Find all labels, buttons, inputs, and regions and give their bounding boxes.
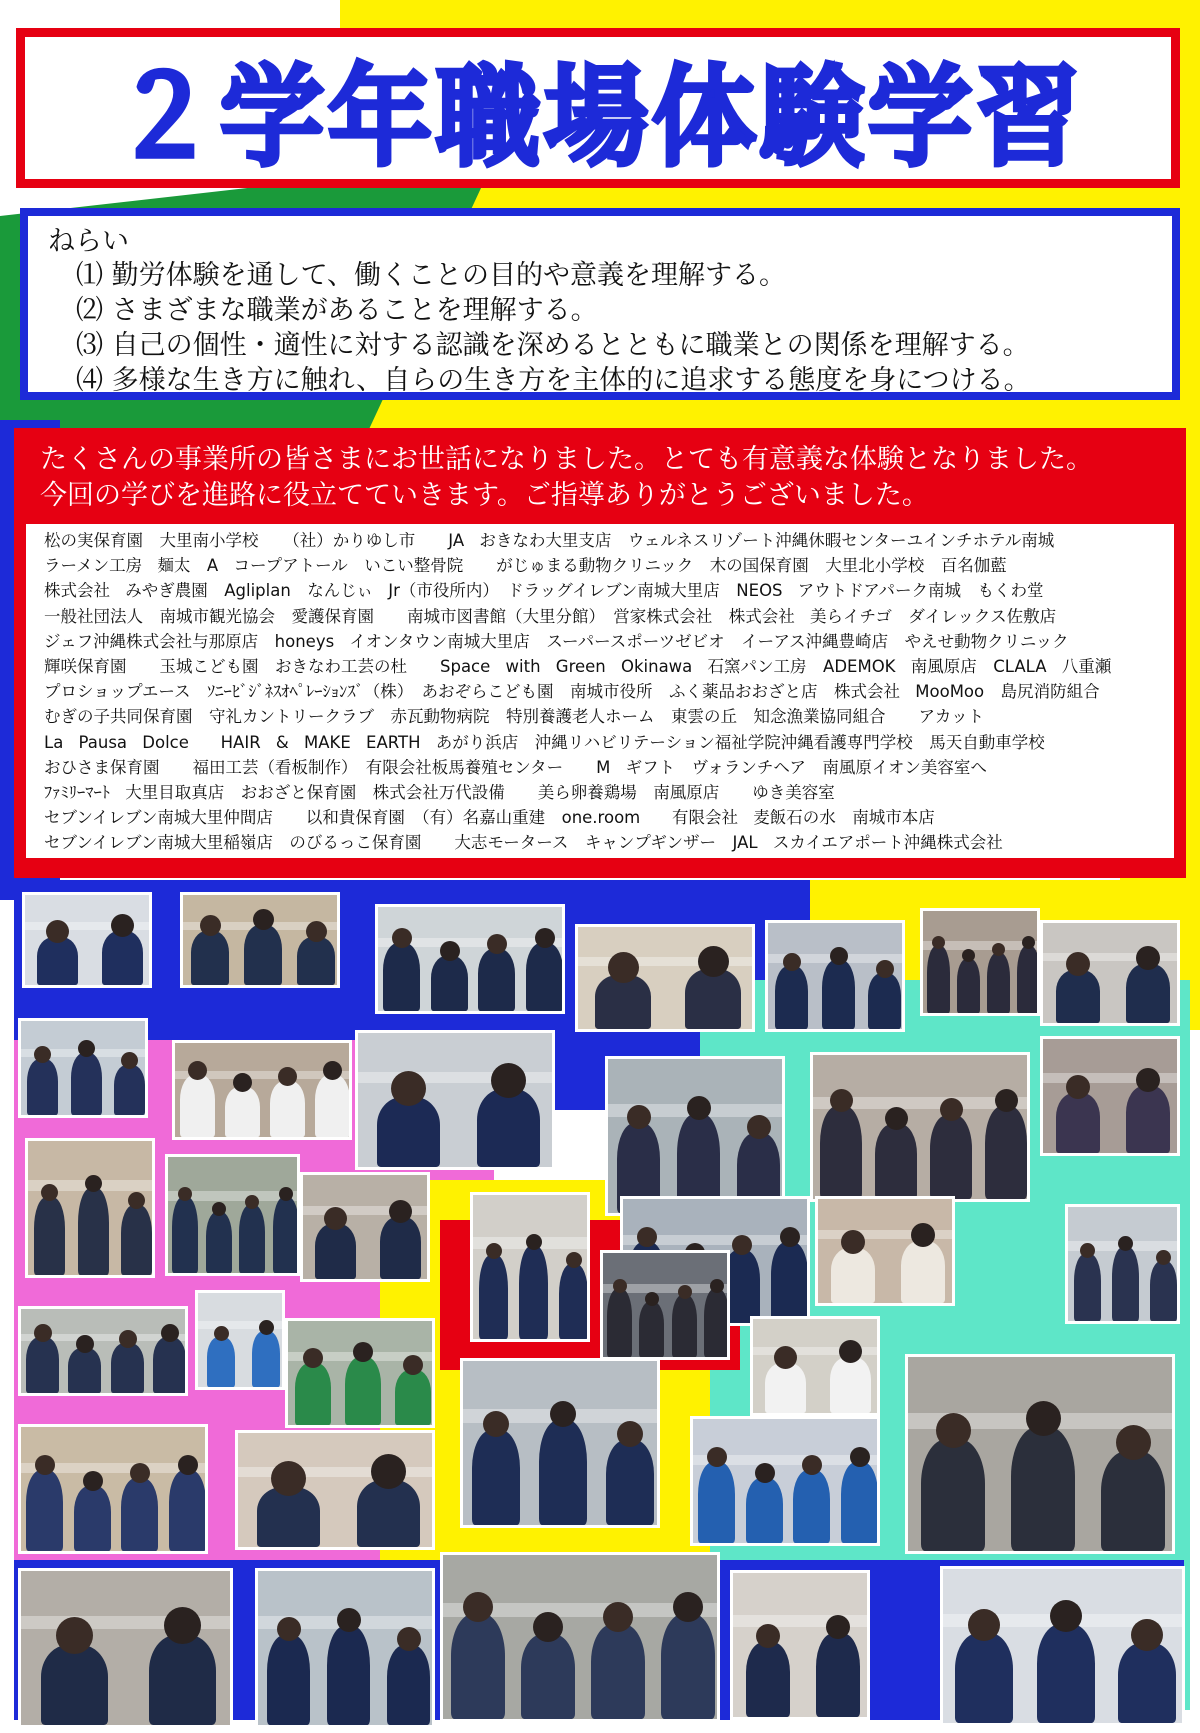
person-head bbox=[774, 1346, 797, 1369]
person-figure bbox=[606, 1440, 654, 1525]
photo-26 bbox=[905, 1354, 1175, 1554]
person-figure bbox=[395, 1370, 431, 1425]
person-head bbox=[397, 1627, 421, 1651]
person-head bbox=[491, 1063, 526, 1098]
business-row: プロショップエース ｿﾆｰﾋﾞｼﾞﾈｽｵﾍﾟﾚｰｼｮﾝｽﾞ（株） あおぞらこども園 南城市役所 ふく薬品おおざと店 株式会社 MooMoo 島尻消防組合 bbox=[44, 682, 1100, 702]
person-head bbox=[463, 1592, 493, 1622]
person-head bbox=[337, 1608, 361, 1632]
person-head bbox=[747, 1115, 771, 1139]
person-figure bbox=[71, 1053, 102, 1115]
aim-item-3: ⑶ 自己の個性・適性に対する認識を深めるとともに職業との関係を理解する。 bbox=[76, 330, 1030, 361]
person-figure bbox=[206, 1212, 232, 1273]
person-figure bbox=[987, 953, 1010, 1013]
photo-19 bbox=[815, 1196, 955, 1306]
person-figure bbox=[672, 1295, 697, 1357]
person-head bbox=[603, 1602, 633, 1632]
photo-28 bbox=[235, 1430, 435, 1550]
photo-24 bbox=[600, 1250, 730, 1360]
photo-32 bbox=[255, 1568, 435, 1728]
photo-16 bbox=[300, 1172, 430, 1282]
person-figure bbox=[841, 1462, 878, 1543]
person-head bbox=[710, 1279, 724, 1293]
person-head bbox=[277, 1617, 301, 1641]
person-figure bbox=[765, 1363, 806, 1413]
person-figure bbox=[345, 1357, 381, 1425]
aim-item-4: ⑷ 多様な生き方に触れ、自らの生き方を主体的に追求する態度を身につける。 bbox=[76, 365, 1031, 396]
person-head bbox=[535, 928, 555, 948]
person-figure bbox=[191, 931, 229, 985]
business-row: 輝咲保育園 玉城こども園 おきなわ工芸の杜 Space with Green Okinawa 石窯パン工房 ADEMOK 南風原店 CLALA 八重瀬 bbox=[44, 657, 1112, 677]
person-figure bbox=[559, 1264, 588, 1339]
person-figure bbox=[831, 1248, 875, 1303]
person-head bbox=[526, 1234, 542, 1250]
person-head bbox=[391, 1071, 426, 1106]
photo-10 bbox=[355, 1030, 555, 1170]
photo-23 bbox=[285, 1318, 435, 1428]
page-title: ２学年職場体験学習 bbox=[111, 53, 1084, 182]
person-figure bbox=[793, 1470, 830, 1543]
person-head bbox=[1131, 1619, 1163, 1651]
person-figure bbox=[955, 1633, 1013, 1723]
photo-15 bbox=[165, 1154, 300, 1276]
photo-05 bbox=[765, 920, 905, 1032]
person-head bbox=[271, 1461, 306, 1496]
photo-30 bbox=[690, 1416, 880, 1546]
person-head bbox=[687, 1096, 711, 1120]
person-figure bbox=[431, 956, 468, 1011]
person-head bbox=[608, 952, 639, 983]
person-head bbox=[306, 921, 327, 942]
person-head bbox=[1050, 1600, 1082, 1632]
person-head bbox=[783, 953, 801, 971]
person-head bbox=[755, 1463, 775, 1483]
person-figure bbox=[327, 1626, 370, 1725]
person-figure bbox=[74, 1486, 111, 1551]
person-head bbox=[35, 1455, 55, 1475]
business-row: ジェフ沖縄株式会社与那原店 honeys イオンタウン南城大里店 スーパースポーツゼビオ イーアス沖縄豊崎店 やえせ動物クリニック bbox=[44, 631, 1069, 651]
person-head bbox=[178, 1455, 198, 1475]
person-figure bbox=[595, 975, 651, 1029]
person-figure bbox=[1118, 1643, 1176, 1723]
person-figure bbox=[169, 1470, 206, 1551]
person-head bbox=[830, 947, 848, 965]
person-figure bbox=[639, 1302, 664, 1357]
person-figure bbox=[111, 1343, 144, 1393]
person-figure bbox=[1126, 1086, 1170, 1153]
person-figure bbox=[41, 1645, 108, 1725]
person-head bbox=[911, 1223, 935, 1247]
person-head bbox=[279, 1187, 293, 1201]
person-figure bbox=[661, 1614, 715, 1719]
person-head bbox=[850, 1447, 870, 1467]
person-figure bbox=[267, 1635, 310, 1725]
person-figure bbox=[746, 1478, 783, 1543]
person-head bbox=[323, 1061, 342, 1080]
photo-33 bbox=[440, 1552, 720, 1722]
person-figure bbox=[149, 1635, 216, 1725]
person-figure bbox=[1150, 1261, 1177, 1321]
person-figure bbox=[921, 1439, 985, 1551]
person-head bbox=[371, 1454, 406, 1489]
person-head bbox=[1116, 1425, 1151, 1460]
person-figure bbox=[526, 943, 563, 1011]
person-head bbox=[119, 1330, 137, 1348]
person-head bbox=[707, 1447, 727, 1467]
person-figure bbox=[930, 1115, 972, 1199]
person-head bbox=[487, 934, 507, 954]
person-head bbox=[936, 1413, 971, 1448]
person-head bbox=[1022, 936, 1035, 949]
person-head bbox=[885, 1107, 908, 1130]
person-head bbox=[353, 1342, 373, 1362]
business-row: セブンイレブン南城大里稲嶺店 のびるっこ保育園 大志モータース キャンプギンザー JAL スカイエアポート沖縄株式会社 bbox=[44, 833, 1003, 853]
person-figure bbox=[37, 937, 78, 985]
person-head bbox=[1118, 1236, 1133, 1251]
person-figure bbox=[1074, 1254, 1101, 1321]
photo-09 bbox=[172, 1040, 352, 1140]
person-head bbox=[932, 936, 945, 949]
person-head bbox=[566, 1252, 582, 1268]
person-head bbox=[253, 909, 274, 930]
person-head bbox=[278, 1067, 297, 1086]
photo-08 bbox=[18, 1018, 148, 1118]
person-head bbox=[178, 1187, 192, 1201]
person-head bbox=[76, 1335, 94, 1353]
photo-20 bbox=[1065, 1204, 1180, 1324]
person-figure bbox=[479, 1255, 508, 1339]
person-head bbox=[940, 1098, 963, 1121]
business-list bbox=[26, 524, 1174, 858]
person-head bbox=[876, 960, 894, 978]
person-figure bbox=[34, 1197, 65, 1275]
person-figure bbox=[270, 1081, 305, 1137]
person-figure bbox=[472, 1430, 520, 1525]
person-figure bbox=[26, 1337, 59, 1393]
business-row: La Pausa Dolce HAIR & MAKE EARTH あがり浜店 沖縄リハビリテーション福祉学院沖縄看護専門学校 馬天自動車学校 bbox=[44, 732, 1045, 752]
person-head bbox=[802, 1455, 822, 1475]
person-figure bbox=[273, 1197, 299, 1273]
person-figure bbox=[207, 1337, 235, 1387]
business-row: おひさま保育園 福田工芸（看板制作） 有限会社板馬養殖センター M ギフト ヴォランチヘア 南風原イオン美容室へ bbox=[44, 757, 987, 777]
person-head bbox=[121, 1052, 138, 1069]
person-figure bbox=[172, 1197, 198, 1273]
person-head bbox=[992, 943, 1005, 956]
business-row: むぎの子共同保育園 守礼カントリークラブ 赤瓦動物病院 特別養護老人ホーム 東雲の丘 知念漁業協同組合 アカット bbox=[44, 707, 985, 727]
person-figure bbox=[539, 1420, 587, 1525]
person-figure bbox=[225, 1087, 260, 1137]
person-head bbox=[1080, 1243, 1095, 1258]
person-figure bbox=[387, 1645, 430, 1725]
person-figure bbox=[685, 969, 741, 1029]
photo-12 bbox=[810, 1052, 1030, 1202]
photo-25 bbox=[750, 1316, 880, 1416]
person-figure bbox=[1056, 1093, 1100, 1153]
person-figure bbox=[451, 1614, 505, 1719]
photo-01 bbox=[940, 1566, 1185, 1726]
title-banner bbox=[16, 28, 1180, 188]
person-head bbox=[440, 941, 460, 961]
person-figure bbox=[102, 931, 143, 985]
person-head bbox=[645, 1292, 659, 1306]
person-head bbox=[698, 946, 729, 977]
person-head bbox=[1136, 1068, 1160, 1092]
person-head bbox=[111, 914, 134, 937]
person-head bbox=[259, 1320, 274, 1335]
photo-06 bbox=[920, 908, 1040, 1016]
person-figure bbox=[380, 1217, 421, 1279]
aims-heading: ねらい bbox=[48, 226, 129, 257]
photo-13 bbox=[1040, 1036, 1180, 1156]
aims-list bbox=[48, 258, 1152, 398]
person-head bbox=[1066, 952, 1090, 976]
person-figure bbox=[830, 1357, 871, 1413]
photo-34 bbox=[730, 1570, 870, 1720]
person-figure bbox=[1037, 1624, 1095, 1723]
person-figure bbox=[820, 1106, 862, 1199]
aims-section bbox=[20, 208, 1180, 400]
person-figure bbox=[1017, 946, 1040, 1013]
person-figure bbox=[698, 1462, 735, 1543]
person-head bbox=[130, 1463, 150, 1483]
person-figure bbox=[357, 1480, 420, 1547]
person-figure bbox=[121, 1478, 158, 1551]
person-figure bbox=[295, 1363, 331, 1425]
photo-17 bbox=[470, 1192, 590, 1342]
person-head bbox=[995, 1089, 1018, 1112]
photo-11 bbox=[605, 1056, 785, 1216]
person-figure bbox=[1011, 1427, 1075, 1551]
person-figure bbox=[816, 1633, 860, 1717]
business-row: 松の実保育園 大里南小学校 （社）かりゆし市 JA おきなわ大里支店 ウェルネスリゾート沖縄休暇センターユインチホテル南城 bbox=[44, 531, 1055, 550]
person-figure bbox=[252, 1331, 280, 1387]
person-figure bbox=[257, 1487, 320, 1547]
photo-07 bbox=[1040, 920, 1180, 1026]
person-head bbox=[56, 1617, 93, 1654]
person-head bbox=[403, 1355, 423, 1375]
person-head bbox=[392, 928, 412, 948]
person-figure bbox=[1126, 964, 1170, 1023]
person-figure bbox=[26, 1470, 63, 1551]
person-figure bbox=[875, 1124, 917, 1199]
person-figure bbox=[868, 973, 901, 1029]
photo-04 bbox=[575, 924, 755, 1032]
person-head bbox=[486, 1243, 502, 1259]
person-figure bbox=[521, 1634, 575, 1719]
person-head bbox=[83, 1471, 103, 1491]
photo-01 bbox=[22, 892, 152, 988]
person-head bbox=[233, 1073, 252, 1092]
person-figure bbox=[27, 1059, 58, 1115]
person-head bbox=[188, 1061, 207, 1080]
person-head bbox=[678, 1285, 692, 1299]
photo-21 bbox=[18, 1306, 188, 1396]
person-figure bbox=[1112, 1247, 1139, 1321]
photo-03 bbox=[375, 904, 565, 1014]
person-figure bbox=[746, 1642, 790, 1717]
person-head bbox=[389, 1200, 412, 1223]
person-head bbox=[841, 1230, 865, 1254]
person-head bbox=[533, 1612, 563, 1642]
person-figure bbox=[297, 937, 335, 985]
photo-31 bbox=[18, 1568, 233, 1728]
person-figure bbox=[927, 946, 950, 1013]
person-head bbox=[212, 1202, 226, 1216]
person-figure bbox=[383, 943, 420, 1011]
photo-29 bbox=[460, 1358, 660, 1528]
person-figure bbox=[121, 1205, 152, 1275]
person-figure bbox=[985, 1106, 1027, 1199]
person-figure bbox=[822, 960, 855, 1029]
person-head bbox=[85, 1175, 102, 1192]
person-head bbox=[200, 915, 221, 936]
business-row: ﾌｧﾐﾘｰﾏｰﾄ 大里目取真店 おおざと保育園 株式会社万代設備 美ら卵養鶏場 南風原店 ゆき美容室 bbox=[44, 783, 835, 803]
thanks-line-1: たくさんの事業所の皆さまにお世話になりました。とても有意義な体験となりました。 bbox=[40, 444, 1093, 475]
person-figure bbox=[114, 1065, 145, 1115]
person-head bbox=[483, 1411, 509, 1437]
person-head bbox=[303, 1348, 323, 1368]
person-figure bbox=[607, 1289, 632, 1357]
person-head bbox=[41, 1184, 58, 1201]
business-row: 一般社団法人 南城市観光協会 愛護保育園 南城市図書館（大里分館） 営家株式会社 株式会社 美らイチゴ ダイレックス佐敷店 bbox=[44, 606, 1057, 626]
person-figure bbox=[957, 959, 980, 1013]
person-figure bbox=[315, 1075, 350, 1137]
person-head bbox=[34, 1046, 51, 1063]
person-figure bbox=[153, 1337, 186, 1393]
person-head bbox=[214, 1326, 229, 1341]
thanks-section bbox=[14, 428, 1186, 878]
person-head bbox=[324, 1207, 347, 1230]
person-head bbox=[830, 1089, 853, 1112]
person-head bbox=[1066, 1075, 1090, 1099]
aim-item-2: ⑵ さまざまな職業があることを理解する。 bbox=[76, 295, 598, 326]
person-figure bbox=[68, 1348, 101, 1393]
person-head bbox=[46, 920, 69, 943]
person-head bbox=[839, 1340, 862, 1363]
person-head bbox=[756, 1624, 780, 1648]
person-head bbox=[627, 1105, 651, 1129]
photo-22 bbox=[195, 1290, 285, 1390]
person-head bbox=[732, 1235, 752, 1255]
person-figure bbox=[775, 966, 808, 1029]
person-head bbox=[826, 1615, 850, 1639]
person-head bbox=[1156, 1250, 1171, 1265]
person-figure bbox=[477, 1089, 540, 1167]
person-head bbox=[161, 1324, 179, 1342]
person-head bbox=[78, 1040, 95, 1057]
person-head bbox=[34, 1324, 52, 1342]
person-figure bbox=[1056, 970, 1100, 1023]
person-head bbox=[780, 1227, 800, 1247]
photo-27 bbox=[18, 1424, 208, 1554]
person-figure bbox=[478, 949, 515, 1011]
person-head bbox=[673, 1592, 703, 1622]
business-row: セブンイレブン南城大里仲間店 以和貴保育園 （有）名嘉山重建 one.room 有限会社 麦飯石の水 南城市本店 bbox=[44, 808, 935, 828]
person-figure bbox=[519, 1246, 548, 1339]
person-head bbox=[968, 1609, 1000, 1641]
aim-item-1: ⑴ 勤労体験を通して、働くことの目的や意義を理解する。 bbox=[76, 260, 787, 291]
person-figure bbox=[1101, 1451, 1165, 1551]
person-figure bbox=[315, 1224, 356, 1279]
person-head bbox=[245, 1195, 259, 1209]
person-head bbox=[613, 1279, 627, 1293]
person-head bbox=[1136, 946, 1160, 970]
person-figure bbox=[704, 1289, 729, 1357]
person-figure bbox=[591, 1624, 645, 1719]
photo-02 bbox=[180, 892, 340, 988]
person-figure bbox=[239, 1205, 265, 1273]
person-figure bbox=[901, 1241, 945, 1303]
business-row: 株式会社 みやぎ農園 Agliplan なんじぃ Jr（市役所内） ドラッグイレブン南城大里店 NEOS アウトドアパーク南城 もくわ堂 bbox=[44, 581, 1044, 601]
person-head bbox=[128, 1192, 145, 1209]
thanks-line-2: 今回の学びを進路に役立てていきます。ご指導ありがとうございました。 bbox=[40, 480, 929, 511]
person-head bbox=[617, 1421, 643, 1447]
person-figure bbox=[244, 925, 282, 985]
person-figure bbox=[771, 1242, 808, 1323]
person-figure bbox=[180, 1075, 215, 1137]
person-head bbox=[637, 1227, 657, 1247]
person-head bbox=[164, 1607, 201, 1644]
person-head bbox=[1026, 1401, 1061, 1436]
business-row: ラーメン工房 麺太 A コープアトール いこい整骨院 がじゅまる動物クリニック 木の国保育園 大里北小学校 百名伽藍 bbox=[44, 556, 1007, 576]
person-head bbox=[550, 1401, 576, 1427]
person-head bbox=[962, 949, 975, 962]
person-figure bbox=[377, 1097, 440, 1167]
photo-14 bbox=[25, 1138, 155, 1278]
person-figure bbox=[78, 1188, 109, 1275]
